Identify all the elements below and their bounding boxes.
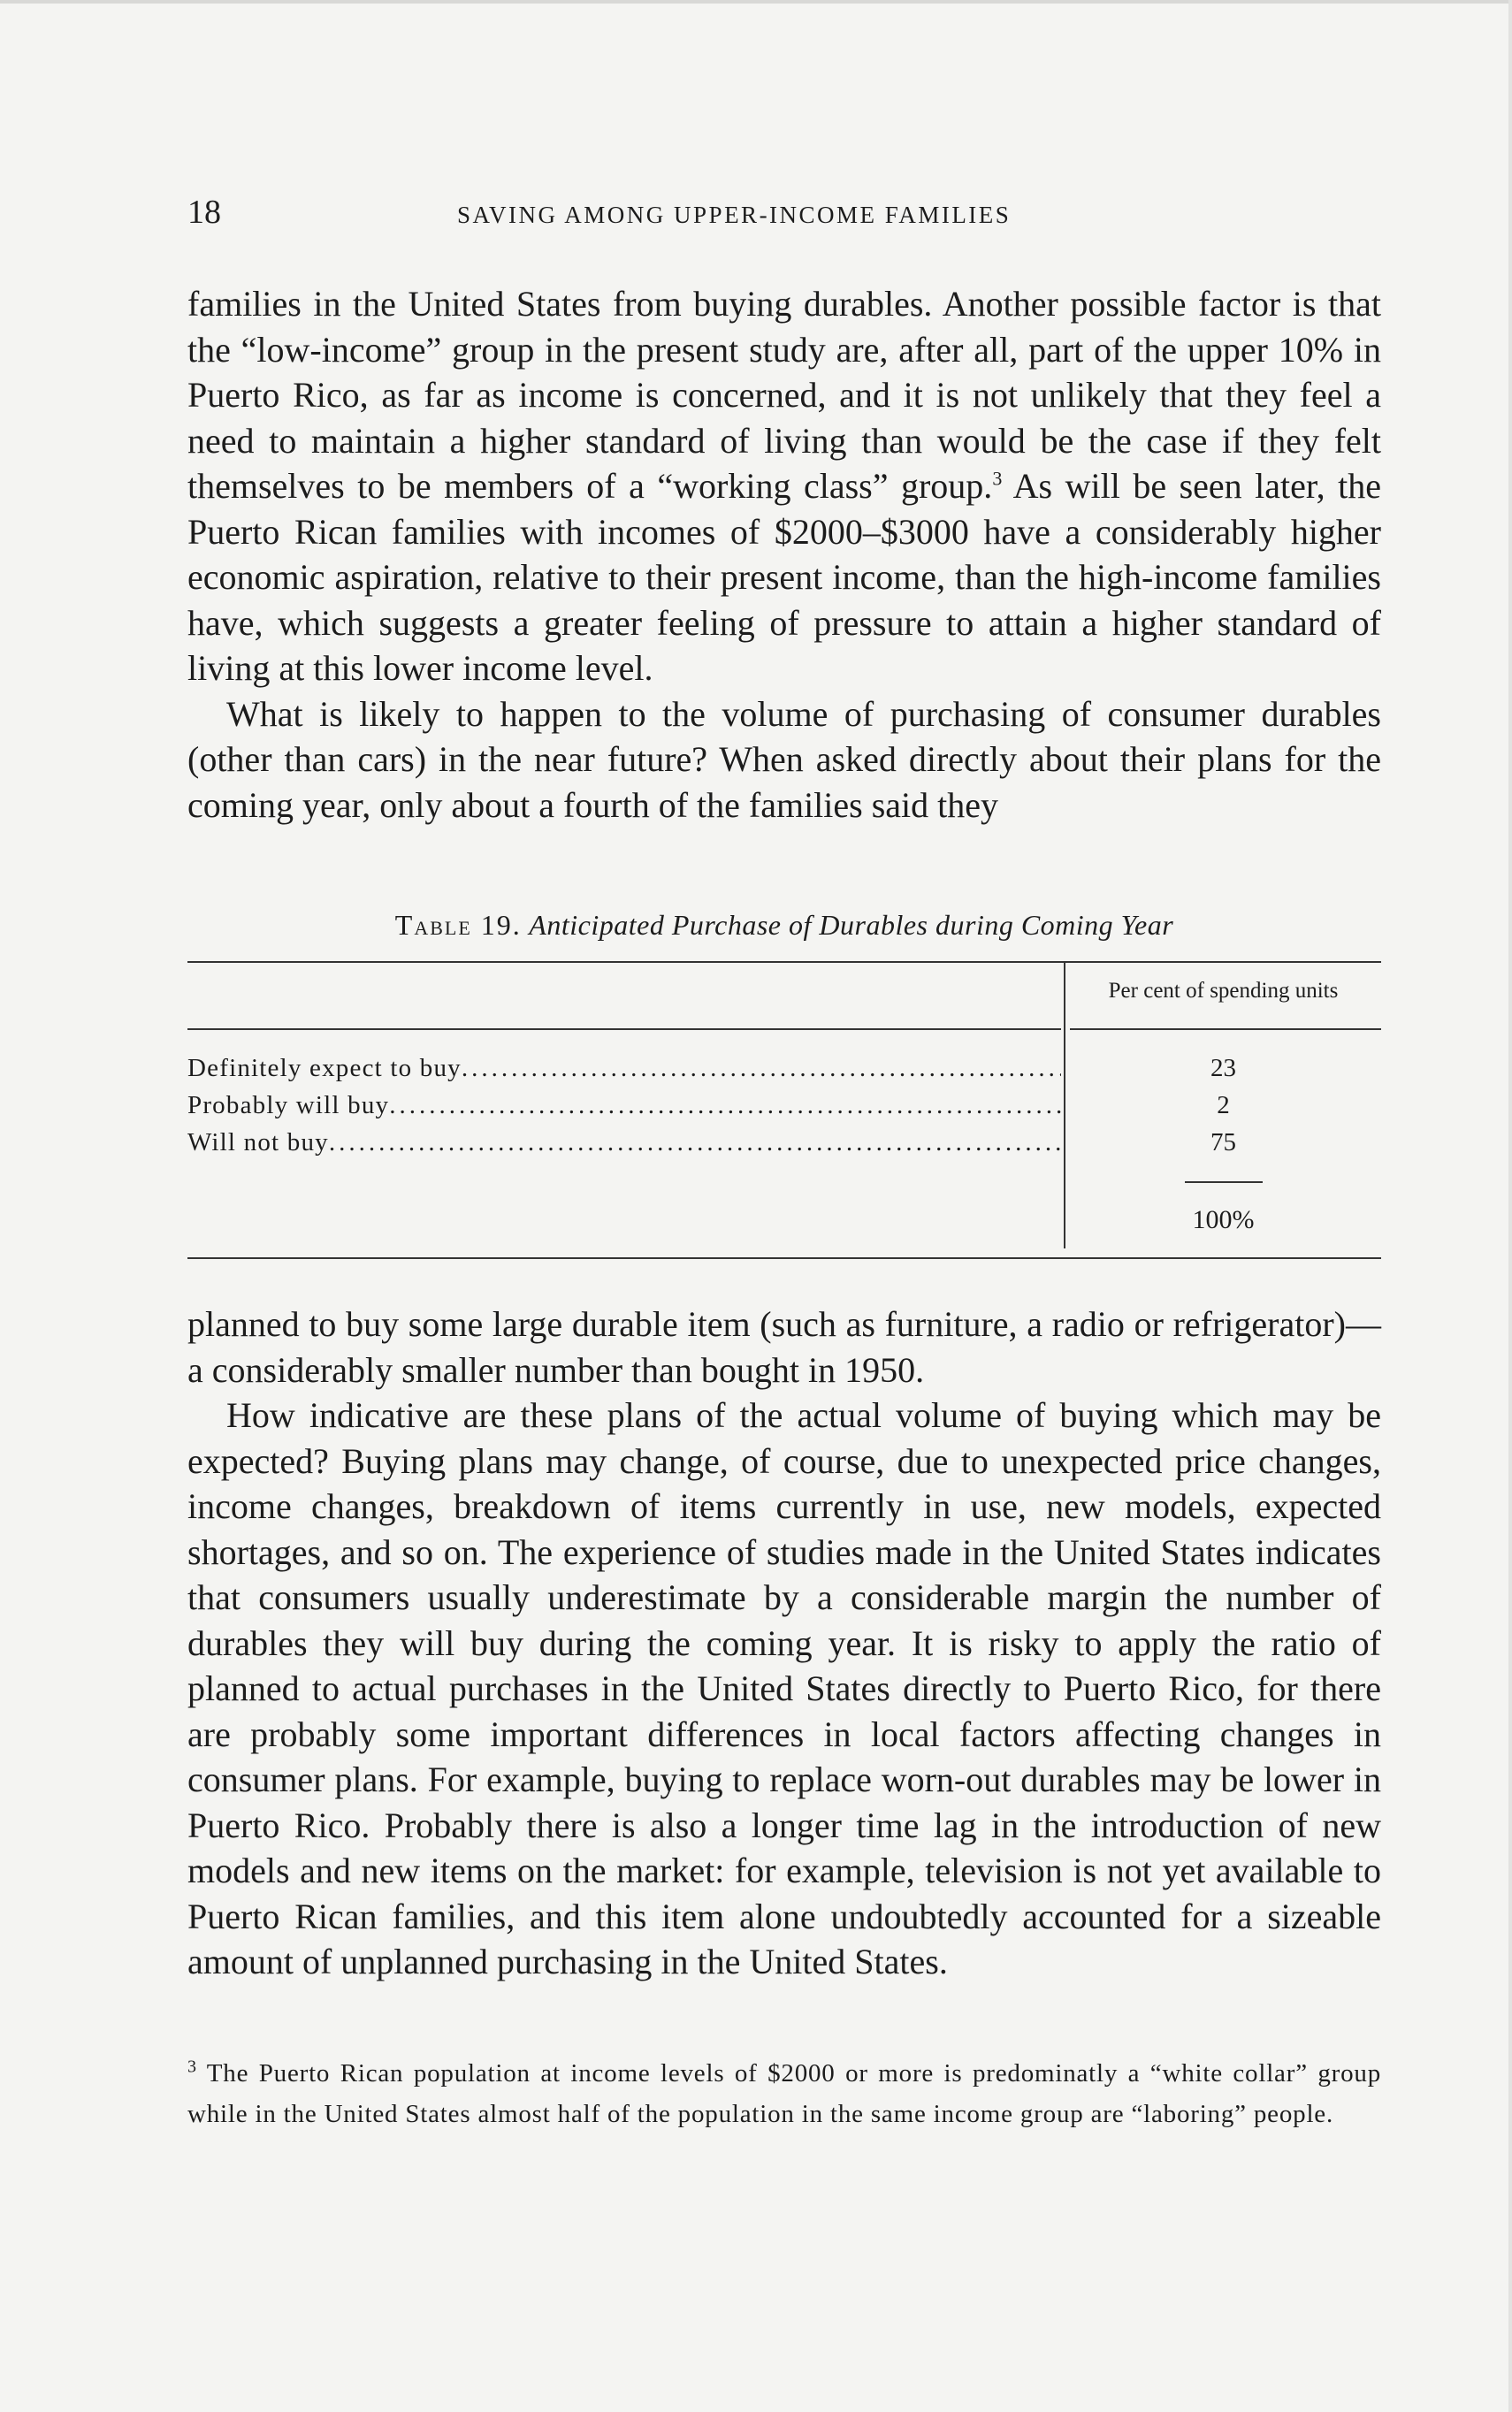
table-label: Table 19.: [394, 909, 522, 941]
table-bottom-rule: [187, 1257, 1381, 1259]
text-block-after-table: [187, 1301, 1381, 1985]
footnote-reference: 3: [992, 467, 1003, 490]
table-header-rule-left: [187, 1028, 1061, 1030]
table-column-header: Per cent of spending units: [1108, 979, 1339, 1003]
table-row-value: 23: [1210, 1054, 1236, 1082]
page-header: [187, 193, 1381, 237]
table-row-label: [187, 1091, 1061, 1120]
footnote-mark: 3: [187, 2057, 197, 2077]
table-caption: [187, 909, 1381, 942]
footnote: [187, 2053, 1381, 2134]
paragraph-text: As will be seen later, the Puerto Rican families with incomes of $2000–$3000 have a considerably higher economic aspiration, relative to their present income, than the high-income families have, which suggests a greater feeling of pressure to attain a higher standard of living at this lower income level.: [187, 466, 1382, 688]
table-row-label: [187, 1054, 1061, 1083]
row-label-text: Will not buy .....: [187, 1128, 1061, 1156]
paragraph-continuation: planned to buy some large durable item (such as furniture, a radio or refrigerator)—a considerably smaller number than bought in 1950.: [187, 1304, 1381, 1390]
table-title: Anticipated Purchase of Durables during Coming Year: [529, 909, 1174, 941]
paragraph-text: families in the United States from buying durables. Another possible factor is that the “low-income” group in the present study are, after all, part of the upper 10% in Puerto Rico, as far as income is concerned, and it is not unlikely that they feel a need to maintain a higher standard of living than would be the case if they felt themselves to be members of a “working class” group.: [187, 284, 1381, 506]
paragraph: What is likely to happen to the volume of purchasing of consumer durables (other than cars) in the near future? When asked directly about their plans for the coming year, only about a fourth of the families said they: [187, 693, 1381, 825]
page-top-edge: [0, 0, 1512, 4]
table-row-value: 2: [1217, 1091, 1230, 1119]
paragraph-continuation: [187, 281, 1381, 691]
row-label-text: Definitely expect to buy .....: [187, 1054, 1061, 1082]
table-sum-rule: [1185, 1181, 1263, 1183]
running-head: SAVING AMONG UPPER-INCOME FAMILIES: [457, 202, 1012, 228]
text-block-before-table: [187, 281, 1381, 828]
table-row-label: [187, 1128, 1061, 1157]
paragraph: How indicative are these plans of the actual volume of buying which may be expected? Buying plans may change, of course, due to unexpected price changes, income changes, breakdown of items currently in use, new models, expected shortages, and so on. The experience of studies made in the United States indicates that consumers usually underestimate by a considerable margin the number of durables they will buy during the coming year. It is risky to apply the ratio of planned to actual purchases in the United States directly to Puerto Rico, for there are probably some important differences in local factors affecting changes in consumer plans. For example, buying to replace worn-out durables may be lower in Puerto Rico. Probably there is also a longer time lag in the introduction of new models and new items on the market: for example, television is not yet available to Puerto Rican families, and this item alone undoubtedly accounted for a sizeable amount of unplanned purchasing in the United States.: [187, 1395, 1381, 1981]
row-label-text: Probably will buy .....: [187, 1091, 1061, 1119]
table-total: 100%: [1192, 1205, 1255, 1234]
table-row-value: 75: [1210, 1128, 1236, 1156]
page-right-edge: [1508, 0, 1512, 2412]
table-header-rule-right: [1070, 1028, 1381, 1030]
page-number: 18: [187, 194, 221, 231]
footnote-text: The Puerto Rican population at income levels of $2000 or more is predominatly a “white collar” group while in the United States almost half of the population in the same income group are “laboring” people.: [187, 2059, 1381, 2128]
table-top-rule: [187, 961, 1381, 963]
